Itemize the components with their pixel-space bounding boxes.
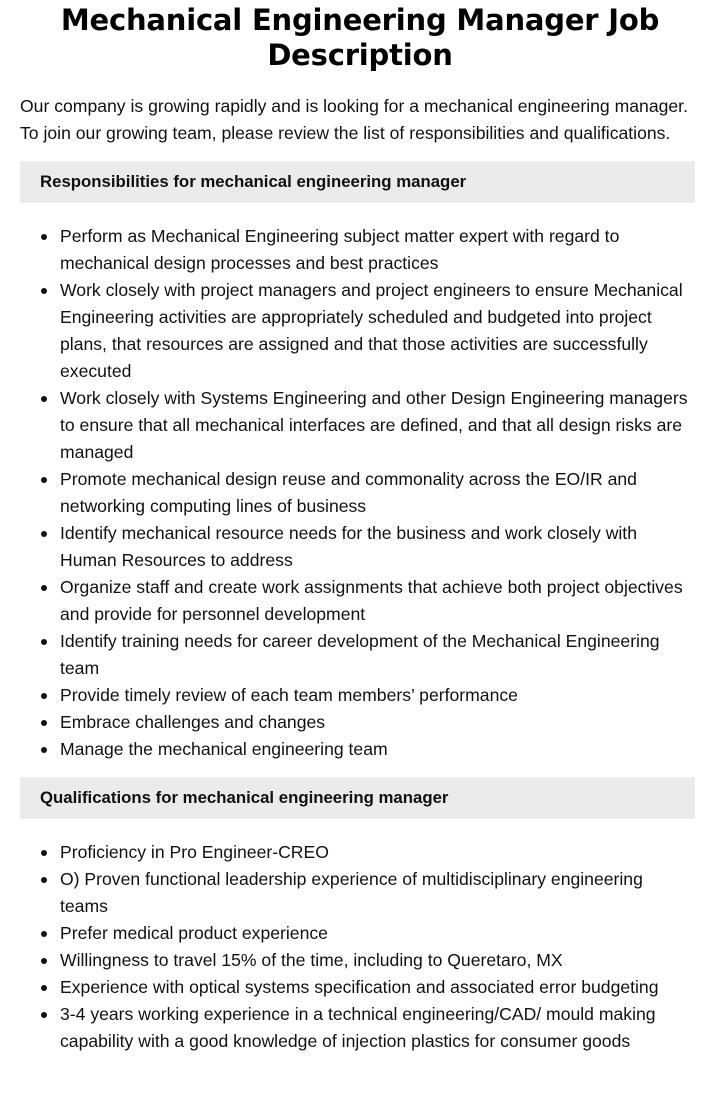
list-item bbox=[60, 920, 695, 947]
list-item-text: Identify mechanical resource needs for the business and work closely with Human Resources to address bbox=[60, 523, 637, 570]
responsibilities-heading: Responsibilities for mechanical engineering manager bbox=[20, 161, 695, 203]
qualifications-heading: Qualifications for mechanical engineering manager bbox=[20, 777, 695, 819]
bullet-icon bbox=[41, 585, 47, 591]
bullet-icon bbox=[41, 234, 47, 240]
intro-paragraph: Our company is growing rapidly and is looking for a mechanical engineering manager. To join our growing team, please review the list of responsibilities and qualifications. bbox=[20, 96, 688, 143]
qualifications-list bbox=[20, 839, 695, 1055]
list-item-text: Identify training needs for career development of the Mechanical Engineering team bbox=[60, 631, 660, 678]
list-item bbox=[60, 574, 695, 628]
list-item-text: Provide timely review of each team members’ performance bbox=[60, 685, 518, 705]
bullet-icon bbox=[41, 1012, 47, 1018]
list-item-text: Organize staff and create work assignments that achieve both project objectives and provide for personnel development bbox=[60, 577, 683, 624]
bullet-icon bbox=[41, 747, 47, 753]
bullet-icon bbox=[41, 531, 47, 537]
list-item-text: O) Proven functional leadership experience of multidisciplinary engineering teams bbox=[60, 869, 643, 916]
list-item-text: Work closely with project managers and project engineers to ensure Mechanical Engineering activities are appropriately scheduled and budgeted into project plans, that resources are assigned and that those activities are successfully executed bbox=[60, 280, 683, 381]
list-item bbox=[60, 466, 695, 520]
list-item-text: Prefer medical product experience bbox=[60, 923, 328, 943]
list-item-text: 3-4 years working experience in a technical engineering/CAD/ mould making capability with a good knowledge of injection plastics for consumer goods bbox=[60, 1004, 656, 1051]
list-item-text: Willingness to travel 15% of the time, including to Queretaro, MX bbox=[60, 950, 563, 970]
list-item bbox=[60, 628, 695, 682]
list-item bbox=[60, 277, 695, 385]
bullet-icon bbox=[41, 877, 47, 883]
list-item-text: Experience with optical systems specification and associated error budgeting bbox=[60, 977, 659, 997]
list-item bbox=[60, 947, 695, 974]
list-item bbox=[60, 520, 695, 574]
list-item-text: Proficiency in Pro Engineer-CREO bbox=[60, 842, 329, 862]
bullet-icon bbox=[41, 958, 47, 964]
bullet-icon bbox=[41, 639, 47, 645]
list-item-text: Manage the mechanical engineering team bbox=[60, 739, 388, 759]
bullet-icon bbox=[41, 720, 47, 726]
responsibilities-list bbox=[20, 223, 695, 763]
list-item bbox=[60, 1001, 695, 1055]
list-item bbox=[60, 974, 695, 1001]
bullet-icon bbox=[41, 396, 47, 402]
bullet-icon bbox=[41, 850, 47, 856]
page-title: Mechanical Engineering Manager Job Description bbox=[60, 3, 660, 72]
list-item bbox=[60, 682, 695, 709]
list-item bbox=[60, 866, 695, 920]
bullet-icon bbox=[41, 693, 47, 699]
bullet-icon bbox=[41, 477, 47, 483]
list-item-text: Promote mechanical design reuse and commonality across the EO/IR and networking computing lines of business bbox=[60, 469, 637, 516]
bullet-icon bbox=[41, 931, 47, 937]
list-item bbox=[60, 839, 695, 866]
bullet-icon bbox=[41, 288, 47, 294]
list-item-text: Work closely with Systems Engineering and other Design Engineering managers to ensure that all mechanical interfaces are defined, and that all design risks are managed bbox=[60, 388, 688, 462]
list-item bbox=[60, 709, 695, 736]
list-item-text: Embrace challenges and changes bbox=[60, 712, 326, 732]
list-item-text: Perform as Mechanical Engineering subject matter expert with regard to mechanical design processes and best practices bbox=[60, 226, 620, 273]
list-item bbox=[60, 223, 695, 277]
list-item bbox=[60, 385, 695, 466]
bullet-icon bbox=[41, 985, 47, 991]
list-item bbox=[60, 736, 695, 763]
